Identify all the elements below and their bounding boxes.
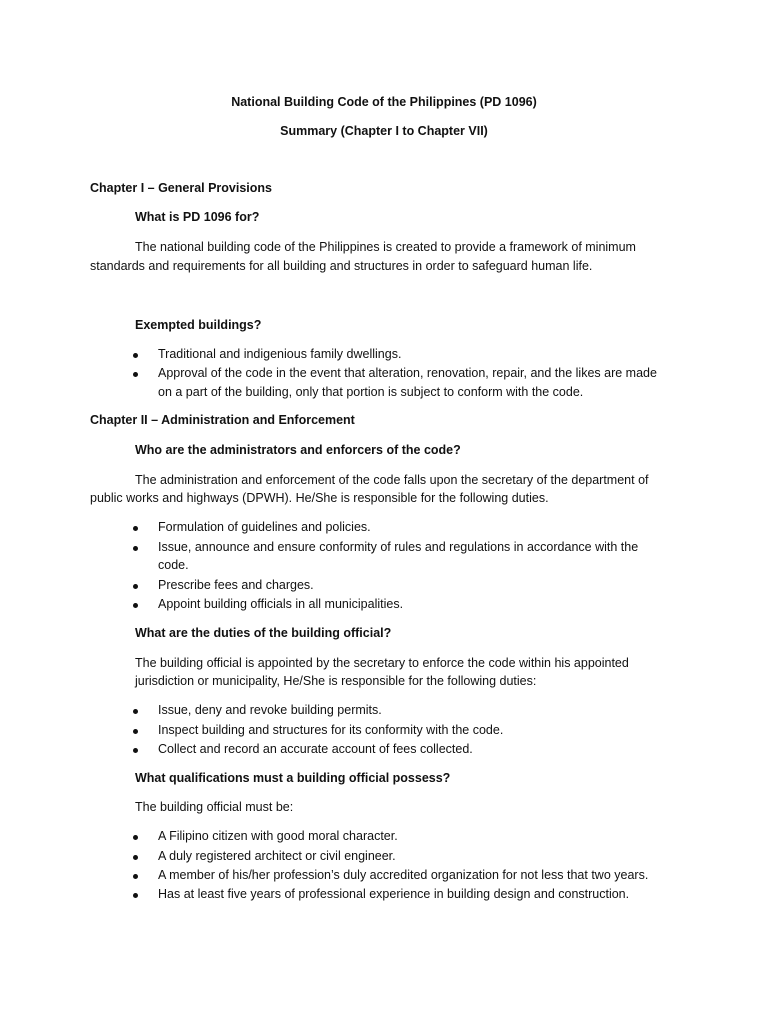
chapter-2-question-2: What are the duties of the building official? [135, 626, 392, 640]
chapter-2-bullet-2-line-2: code. [158, 558, 189, 572]
bullet-icon [133, 885, 145, 904]
chapter-1-bullet-2-line-2: on a part of the building, only that portion is subject to conform with the code. [158, 385, 584, 399]
chapter-2-bullet-8: A Filipino citizen with good moral character. [158, 829, 398, 843]
chapter-2-question-1: Who are the administrators and enforcers of the code? [135, 443, 461, 457]
bullet-icon [133, 518, 145, 537]
bullet-icon [133, 721, 145, 740]
chapter-2-question-3: What qualifications must a building official possess? [135, 771, 451, 785]
chapter-2-bullet-1: Formulation of guidelines and policies. [158, 520, 371, 534]
chapter-2-bullet-5: Issue, deny and revoke building permits. [158, 703, 382, 717]
chapter-2-bullet-3: Prescribe fees and charges. [158, 578, 314, 592]
chapter-2-bullet-10: A member of his/her profession’s duly accredited organization for not less that two years. [158, 868, 649, 882]
chapter-2-bullet-9: A duly registered architect or civil engineer. [158, 849, 396, 863]
chapter-2-paragraph-1-line-1: The administration and enforcement of the code falls upon the secretary of the department of [135, 473, 649, 487]
chapter-2-paragraph-2-line-1: The building official is appointed by the secretary to enforce the code within his appointed [135, 656, 629, 670]
document-subtitle: Summary (Chapter I to Chapter VII) [280, 124, 488, 138]
document-title: National Building Code of the Philippines (PD 1096) [231, 95, 537, 109]
chapter-2-paragraph-2-line-2: jurisdiction or municipality, He/She is responsible for the following duties: [135, 674, 537, 688]
chapter-2-bullet-7: Collect and record an accurate account of fees collected. [158, 742, 473, 756]
bullet-icon [133, 740, 145, 759]
chapter-1-question-2: Exempted buildings? [135, 318, 262, 332]
chapter-2-bullet-2-line-1: Issue, announce and ensure conformity of rules and regulations in accordance with the [158, 540, 639, 554]
chapter-2-heading: Chapter II – Administration and Enforcement [90, 413, 355, 427]
chapter-2-paragraph-1-line-2: public works and highways (DPWH). He/She is responsible for the following duties. [90, 491, 549, 505]
bullet-icon [133, 595, 145, 614]
bullet-icon [133, 538, 145, 557]
bullet-icon [133, 576, 145, 595]
bullet-icon [133, 345, 145, 364]
chapter-2-paragraph-3: The building official must be: [135, 800, 294, 814]
chapter-2-bullet-6: Inspect building and structures for its conformity with the code. [158, 723, 504, 737]
bullet-icon [133, 847, 145, 866]
bullet-icon [133, 827, 145, 846]
bullet-icon [133, 701, 145, 720]
chapter-1-bullet-2-line-1: Approval of the code in the event that alteration, renovation, repair, and the likes are made [158, 366, 657, 380]
chapter-1-bullet-1: Traditional and indigenious family dwellings. [158, 347, 402, 361]
bullet-icon [133, 364, 145, 383]
chapter-2-bullet-4: Appoint building officials in all municipalities. [158, 597, 404, 611]
chapter-1-question-1: What is PD 1096 for? [135, 210, 260, 224]
bullet-icon [133, 866, 145, 885]
chapter-1-paragraph-1-line-1: The national building code of the Philippines is created to provide a framework of minimum [135, 240, 636, 254]
chapter-2-bullet-11: Has at least five years of professional experience in building design and construction. [158, 887, 630, 901]
chapter-1-paragraph-1-line-2: standards and requirements for all building and structures in order to safeguard human life. [90, 259, 593, 273]
chapter-1-heading: Chapter I – General Provisions [90, 181, 273, 195]
